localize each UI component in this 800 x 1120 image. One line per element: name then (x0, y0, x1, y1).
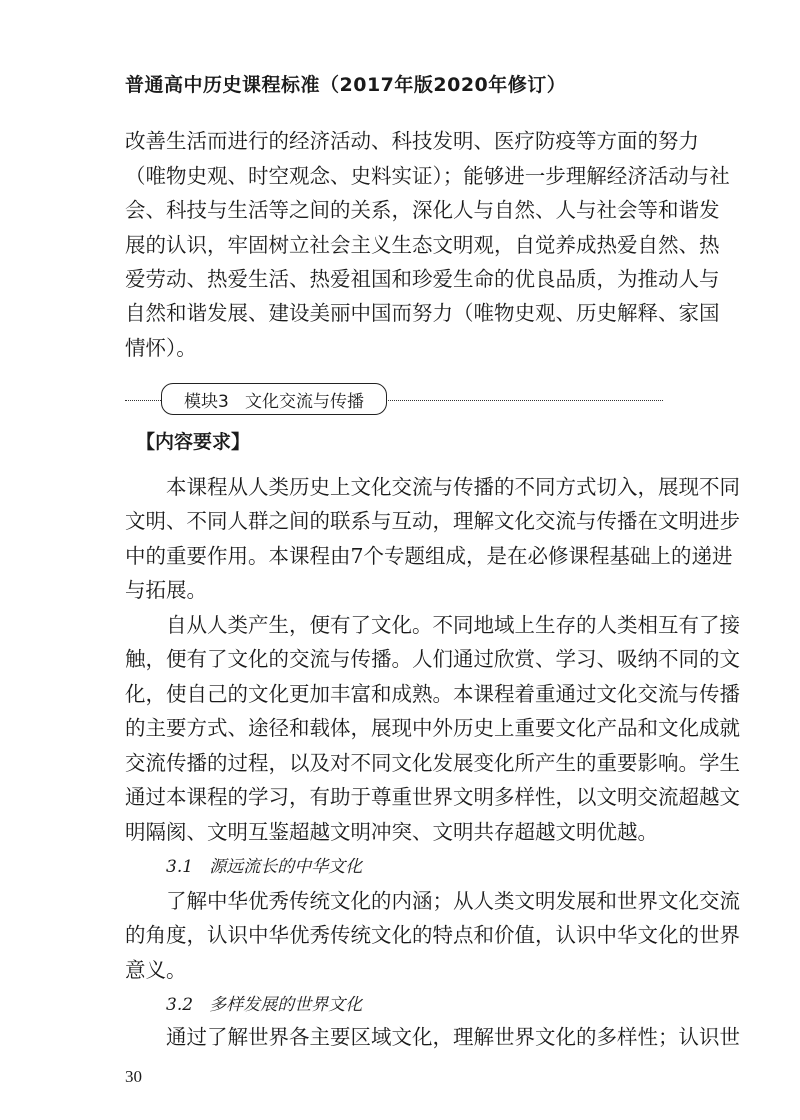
paragraph-line: 交流传播的过程，以及对不同文化发展变化所产生的重要影响。学生 (125, 751, 740, 775)
paragraph-line: 了解中华优秀传统文化的内涵；从人类文明发展和世界文化交流 (166, 889, 740, 913)
paragraph-line: 化，使自己的文化更加丰富和成熟。本课程着重通过文化交流与传播 (125, 682, 740, 706)
paragraph-line: 展的认识，牢固树立社会主义生态文明观，自觉养成热爱自然、热 (125, 233, 720, 257)
section-heading-3-1: 3.1 源远流长的中华文化 (166, 857, 363, 877)
paragraph-line: 与拓展。 (125, 578, 207, 602)
dotted-rule-left (125, 400, 161, 401)
paragraph-line: 自然和谐发展、建设美丽中国而努力（唯物史观、历史解释、家国 (125, 301, 720, 325)
paragraph-line: 改善生活而进行的经济活动、科技发明、医疗防疫等方面的努力 (125, 129, 699, 153)
paragraph-line: 明隔阂、文明互鉴超越文明冲突、文明共存超越文明优越。 (125, 820, 658, 844)
paragraph-line: 的主要方式、途径和载体，展现中外历史上重要文化产品和文化成就 (125, 716, 740, 740)
paragraph-line: 中的重要作用。本课程由7个专题组成，是在必修课程基础上的递进 (125, 544, 733, 568)
paragraph-line: 会、科技与生活等之间的关系，深化人与自然、人与社会等和谐发 (125, 198, 720, 222)
paragraph-line: 通过了解世界各主要区域文化，理解世界文化的多样性；认识世 (166, 1025, 740, 1049)
paragraph-line: 文明、不同人群之间的联系与互动，理解文化交流与传播在文明进步 (125, 509, 740, 533)
paragraph-line: 触，便有了文化的交流与传播。人们通过欣赏、学习、吸纳不同的文 (125, 647, 740, 671)
paragraph-line: 情怀）。 (125, 336, 197, 360)
dotted-rule-right (388, 400, 663, 401)
section-heading-3-2: 3.2 多样发展的世界文化 (166, 995, 363, 1015)
running-header: 普通高中历史课程标准（2017年版2020年修订） (125, 74, 567, 96)
content-requirements-label: 【内容要求】 (136, 431, 251, 453)
page-number: 30 (125, 1067, 142, 1086)
paragraph-line: 爱劳动、热爱生活、热爱祖国和珍爱生命的优良品质，为推动人与 (125, 267, 720, 291)
paragraph-line: （唯物史观、时空观念、史料实证）；能够进一步理解经济活动与社 (125, 164, 730, 188)
paragraph-line: 本课程从人类历史上文化交流与传播的不同方式切入，展现不同 (166, 475, 740, 499)
module-heading: 模块3 文化交流与传播 (161, 383, 387, 415)
paragraph-line: 自从人类产生，便有了文化。不同地域上生存的人类相互有了接 (166, 613, 740, 637)
paragraph-line: 意义。 (125, 958, 187, 982)
paragraph-line: 通过本课程的学习，有助于尊重世界文明多样性，以文明交流超越文 (125, 785, 740, 809)
paragraph-line: 的角度，认识中华优秀传统文化的特点和价值，认识中华文化的世界 (125, 923, 740, 947)
